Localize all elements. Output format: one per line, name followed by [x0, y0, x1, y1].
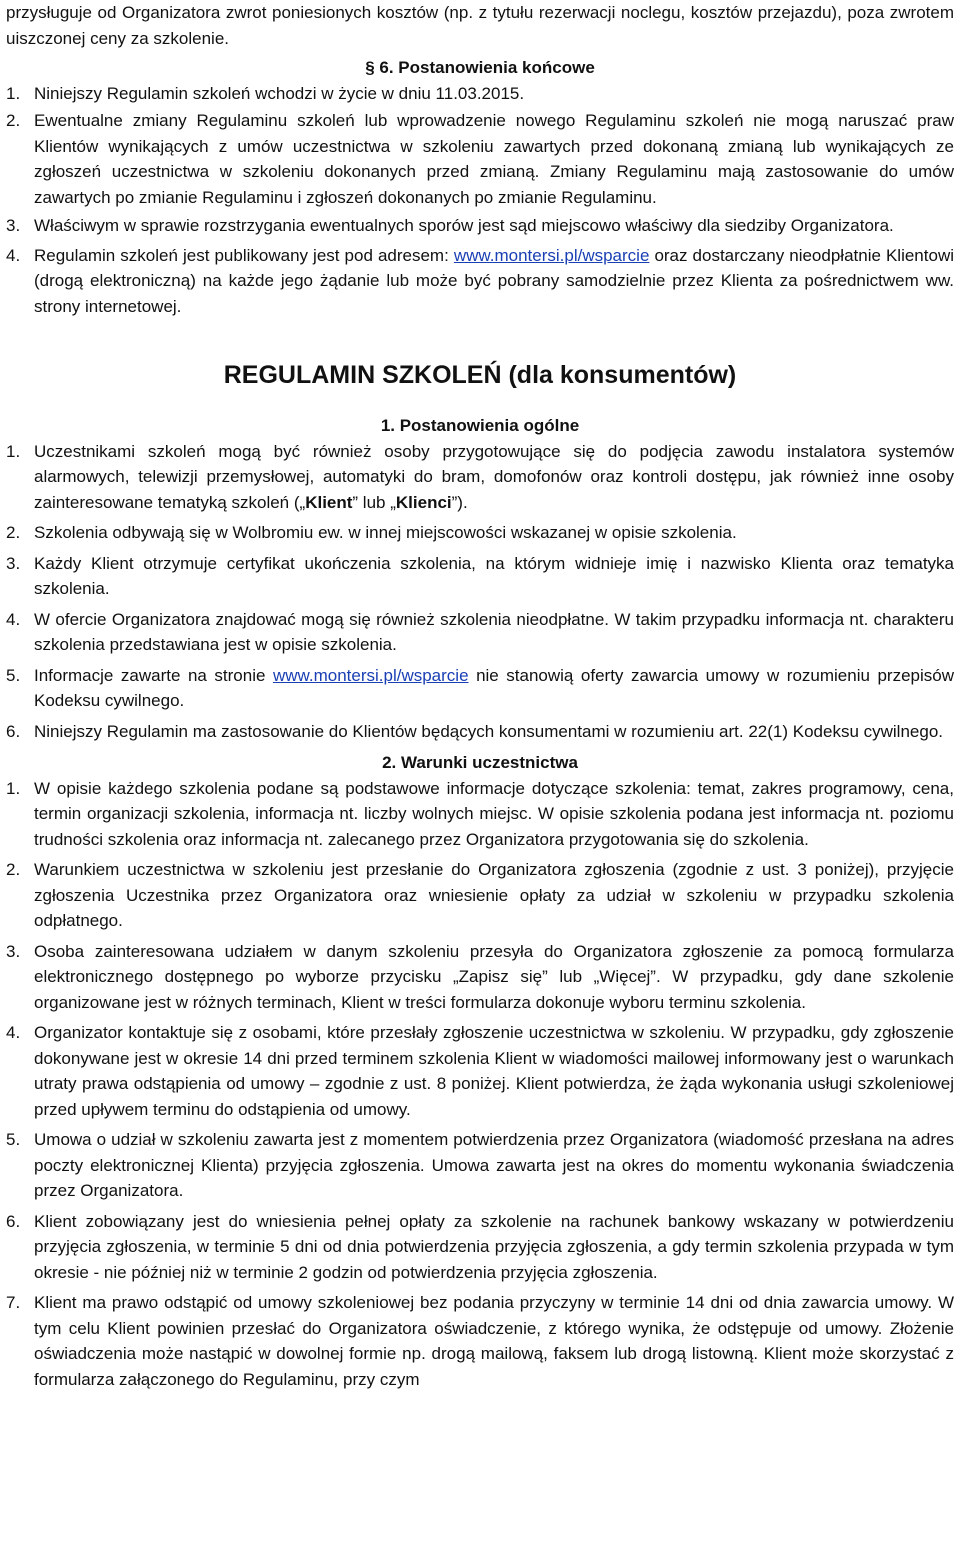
- item-text-part: nie stanowią oferty zawarcia umowy w rozumieniu przepisów Kodeksu cywilnego.: [34, 665, 954, 710]
- list-item: [6, 1209, 954, 1286]
- item-text-part: ” lub „: [352, 492, 396, 512]
- list-item: [6, 857, 954, 934]
- item-number: 1.: [6, 83, 21, 103]
- list-item: [6, 108, 954, 210]
- item-text: Klient ma prawo odstąpić od umowy szkoleniowej bez podania przyczyny w terminie 14 dni od dnia zawarcia umowy. W tym celu Klient powinien przesłać do Organizatora oświadczenie, z którego wynika, że odstępuje od umowy. Złożenie oświadczenia może nastąpić w dowolnej formie np. drogą mailową, faksem lub drogą listowną. Klient może skorzystać z formularza załączonego do Regulaminu, przy czym: [34, 1293, 954, 1389]
- list-item: [6, 81, 954, 107]
- list-item: [6, 520, 954, 546]
- list-item: [6, 719, 954, 745]
- item-text-part: Informacje zawarte na stronie: [34, 665, 273, 685]
- list-item: [6, 213, 954, 239]
- list-item: [6, 1127, 954, 1204]
- item-text: Szkolenia odbywają się w Wolbromiu ew. w innej miejscowości wskazanej w opisie szkolenia.: [34, 523, 737, 542]
- item-text: Ewentualne zmiany Regulaminu szkoleń lub wprowadzenie nowego Regulaminu szkoleń nie mogą naruszać praw Klientów wynikających z umów uczestnictwa w szkoleniu zawartych przed dokonaną zmianą lub wynikających ze zgłoszeń uczestnictwa w szkoleniu dokonanych przed zmianą. Zmiany Regulaminu mają zastosowanie do umów zawartych po zmianie Regulaminu i zgłoszeń dokonanych po zmianie Regulaminu.: [34, 111, 954, 207]
- list-item: [6, 776, 954, 853]
- section-6-heading: § 6. Postanowienia końcowe: [365, 58, 595, 77]
- item-number: 5.: [6, 665, 21, 685]
- klient-term: Klient: [305, 492, 353, 512]
- list-item: [6, 1020, 954, 1122]
- item-number: 6.: [6, 1211, 21, 1231]
- list-item: [6, 607, 954, 658]
- item-text: Właściwym w sprawie rozstrzygania ewentualnych sporów jest sąd miejscowo właściwy dla siedziby Organizatora.: [34, 216, 894, 235]
- item-text: Niniejszy Regulamin szkoleń wchodzi w życie w dniu 11.03.2015.: [34, 83, 525, 103]
- item-number: 2.: [6, 523, 21, 542]
- item-number: 3.: [6, 216, 21, 235]
- item-number: 1.: [6, 778, 21, 798]
- wsparcie-link[interactable]: www.montersi.pl/wsparcie: [453, 245, 650, 265]
- item-text: [34, 439, 954, 516]
- item-text: Niniejszy Regulamin ma zastosowanie do Klientów będących konsumentami w rozumieniu art. 22(1) Kodeksu cywilnego.: [34, 721, 943, 741]
- item-number: 1.: [6, 441, 21, 461]
- list-item: [6, 939, 954, 1016]
- item-text: Każdy Klient otrzymuje certyfikat ukończenia szkolenia, na którym widnieje imię i nazwisko Klienta oraz tematyka szkolenia.: [34, 553, 954, 598]
- item-text: W opisie każdego szkolenia podane są podstawowe informacje dotyczące szkolenia: temat, zakres programowy, cena, termin organizacji szkolenia, informacja nt. liczby wolnych miejsc. W opisie szkolenia podana jest informacja nt. poziomu trudności szkolenia oraz informacja nt. zalecanego przez Organizatora przygotowania się do szkolenia.: [34, 778, 954, 849]
- item-number: 4.: [6, 1023, 21, 1042]
- item-text: Klient zobowiązany jest do wniesienia pełnej opłaty za szkolenie na rachunek bankowy wskazany w potwierdzeniu przyjęcia zgłoszenia, w terminie 5 dni od dnia potwierdzenia przyjęcia zgłoszenia, a gdy termin szkolenia przypada w tym okresie - nie później niż w terminie 2 godzin od potwierdzenia przyjęcia zgłoszenia.: [34, 1211, 954, 1282]
- item-text-part: ”).: [451, 492, 468, 512]
- item-text: W ofercie Organizatora znajdować mogą się również szkolenia nieodpłatne. W takim przypadku informacja nt. charakteru szkolenia przedstawiana jest w opisie szkolenia.: [34, 609, 954, 654]
- wsparcie-link[interactable]: www.montersi.pl/wsparcie: [272, 665, 469, 685]
- item-text: Organizator kontaktuje się z osobami, które przesłały zgłoszenie uczestnictwa w szkoleniu. W przypadku, gdy zgłoszenie dokonywane jest w okresie 14 dni przed terminem szkolenia Klient w wiadomości mailowej informowany jest o warunkach utraty prawa odstąpienia od umowy – zgodnie z ust. 8 poniżej. Klient potwierdza, że żąda wykonania usługi szkoleniowej przed upływem terminu do odstąpienia od umowy.: [34, 1023, 954, 1119]
- item-number: 4.: [6, 245, 21, 265]
- item-text-part: Regulamin szkoleń jest publikowany jest pod adresem:: [34, 245, 454, 265]
- item-text: Umowa o udział w szkoleniu zawarta jest z momentem potwierdzenia przez Organizatora (wiadomość przesłana na adres poczty elektronicznej Klienta) przyjęcia zgłoszenia. Umowa zawarta jest na okres do momentu wykonania świadczenia przez Organizatora.: [34, 1130, 954, 1200]
- item-text: Osoba zainteresowana udziałem w danym szkoleniu przesyła do Organizatora zgłoszenie za pomocą formularza elektronicznego dostępnego po wyborze przycisku „Zapisz się” lub „Więcej”. W przypadku, gdy dane szkolenie organizowane jest w różnych terminach, Klient w treści formularza dokonuje wyboru terminu szkolenia.: [34, 941, 954, 1012]
- item-number: 3.: [6, 941, 21, 961]
- list-item: [6, 1290, 954, 1392]
- item-number: 5.: [6, 1130, 21, 1149]
- intro-paragraph: przysługuje od Organizatora zwrot poniesionych kosztów (np. z tytułu rezerwacji noclegu, kosztów przejazdu), poza zwrotem uiszczonej ceny za szkolenie.: [6, 3, 954, 48]
- item-number: 2.: [6, 860, 21, 879]
- document-title: REGULAMIN SZKOLEŃ (dla konsumentów): [223, 361, 737, 389]
- item-text-part: Uczestnikami szkoleń mogą być również osoby przygotowujące się do podjęcia zawodu instalatora systemów alarmowych, telewizji przemysłowej, automatyki do bram, domofonów oraz kontroli dostępu, jak również inne osoby zainteresowane tematyką szkoleń („: [34, 441, 954, 512]
- list-item: [6, 663, 954, 714]
- section-1-heading: 1. Postanowienia ogólne: [380, 416, 580, 435]
- list-item: [6, 439, 954, 516]
- item-text: Warunkiem uczestnictwa w szkoleniu jest przesłanie do Organizatora zgłoszenia (zgodnie z ust. 3 poniżej), przyjęcie zgłoszenia Uczestnika przez Organizatora oraz wniesienie opłaty za udział w szkoleniu w przypadku szkolenia odpłatnego.: [34, 860, 954, 930]
- list-item: [6, 243, 954, 320]
- list-item: [6, 551, 954, 602]
- item-text: [34, 243, 954, 320]
- item-text: [34, 663, 954, 714]
- item-number: 4.: [6, 609, 21, 629]
- item-number: 2.: [6, 111, 21, 130]
- item-number: 3.: [6, 553, 21, 573]
- item-text-part: oraz dostarczany nieodpłatnie Klientowi (drogą elektroniczną) na każde jego żądanie lub może być pobrany samodzielnie przez Klienta za pośrednictwem ww. strony internetowej.: [34, 245, 954, 316]
- klienci-term: Klienci: [395, 492, 452, 512]
- section-2-heading: 2. Warunki uczestnictwa: [382, 753, 578, 772]
- item-number: 7.: [6, 1293, 21, 1312]
- item-number: 6.: [6, 721, 21, 741]
